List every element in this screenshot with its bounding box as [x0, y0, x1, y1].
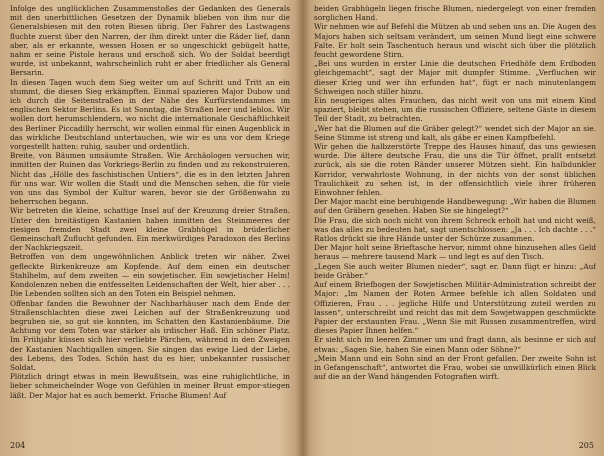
paragraph: Er sieht sich im leeren Zimmer um und fragt dann, als besinne er sich auf etwas: „Sagen Sie, haben Sie einen Mann oder Söhne?“	[314, 335, 596, 354]
book-gutter	[296, 0, 310, 456]
paragraph: Offenbar fanden die Bewohner der Nachbarhäuser nach dem Ende der Straßenschlachten diese zwei Leichen auf der Straßenkreuzung und begruben sie, so gut sie konnten, im Schatten den Kastanienbäume. Die Achtung vor dem Toten war stärker als irdischer Haß. Ein schöner Platz. Im Frühjahr küssen sich hier verliebte Pärchen, während in den Zweigen der Kastanien Nachtigallen singen. Sie singen das ewige Lied der Liebe, des Lebens, des Todes. Schön hast du es hier, unbekannter russischer Soldat.	[10, 298, 290, 372]
paragraph: „Legen Sie auch weiter Blumen nieder“, sagt er. Dann fügt er hinzu: „Auf beide Gräber.“	[314, 261, 596, 280]
paragraph: Betroffen von dem ungewöhnlichen Anblick treten wir näher. Zwei gefleckte Birkenkreuze am Kopfende. Auf dem einen ein deutscher Stahlhelm, auf dem zweiten — ein sowjetischer. Ein sowjetischer Helm! Kondolenzen neben die entfesselten Leidenschaften der Welt, hier aber . . . Die Lebenden sollten sich an den Toten ein Beispiel nehmen.	[10, 252, 290, 299]
paragraph: beiden Grabhügeln liegen frische Blumen, niedergelegt von einer fremden sorglichen Hand.	[314, 4, 596, 23]
paragraph: Der Major macht eine beruhigende Handbewegung: „Wir haben die Blumen auf den Gräbern gesehen. Haben Sie sie hingelegt?“	[314, 197, 596, 216]
page-number-right: 205	[578, 441, 594, 450]
left-page	[10, 4, 290, 448]
page-number-left: 204	[10, 441, 26, 450]
paragraph: Auf einem Briefbogen der Sowjetischen Militär-Administration schreibt der Major: „Im Namen der Roten Armee befehle ich allen Soldaten und Offizieren, Frau . . . jegliche Hilfe und Unterstützung zuteil werden zu lassen“, unterschreibt und reicht das mit dem Sowjetwappen geschmückte Papier der erstaunten Frau. „Wenn Sie mit Russen zusammentreffen, wird dieses Papier Ihnen helfen.“	[314, 280, 596, 336]
paragraph: „Wer hat die Blumen auf die Gräber gelegt?“ wendet sich der Major an sie. Seine Stimme ist streng und kalt, als gäbe er einen Kampfbefehl.	[314, 123, 596, 142]
paragraph: In diesen Tagen wuch dem Sieg weiter um auf Schritt und Tritt an ein stummt, die diesen Sieg erkämpften. Einmal spazieren Major Dubow und ich durch die Seitenstraßen in der Nähe des Kurfürstendammes im englischen Sektor Berlins. Es ist Sonntag, die Straßen leer und leblos. Wir wollen dort herumschlendern, wo nicht die internationale Geschäftlichkeit des Berliner Piccadilly herrscht, wir wollen einmal für einen Augenblick in das wirkliche Deutschland untertauchen, wie wir es uns vor dem Kriege vorgestellt hatten: ruhig, sauber und ordentlich.	[10, 77, 290, 152]
paragraph: Ein neugieriges altes Frauchen, das nicht weit von uns mit einem Kind spaziert, bleibt stehen, um die russischen Offiziere, seltene Gäste in diesem Teil der Stadt, zu betrachten.	[314, 96, 596, 124]
paragraph: Wir betreten die kleine, schattige Insel auf der Kreuzung dreier Straßen. Unter den breitästigen Kastanien haben inmitten des Steinmeeres der riesigen fremden Stadt zwei kleine Grabhügel in brüderlicher Gemeinschaft Zuflucht gefunden. Ein merkwürdiges Paradoxon des Berlins der Nachkriegszeit.	[10, 206, 290, 253]
left-page-text	[10, 4, 290, 400]
paragraph: Wir gehen die halbzerstörte Treppe des Hauses hinauf, das uns gewiesen wurde. Die ältere deutsche Frau, die uns die Tür öffnet, prallt entsetzt zurück, als sie die roten Ränder unserer Mützen sieht. Ein halbdunkler Korridor, verwahrloste Wohnung, in der nichts von der sonst üblichen Traulichkeit zu sehen ist, in der offensichtlich viele ihrer früheren Einwohner fehlen.	[314, 142, 596, 198]
paragraph: Wir nehmen wie auf Befehl die Mützen ab und sehen uns an. Die Augen des Majors haben sich seltsam verändert, um seinen Mund liegt eine schwere Falte. Er holt sein Taschentuch heraus und wischt sich über die plötzlich feucht gewordene Stirn.	[314, 22, 596, 60]
paragraph: Breite, von Bäumen umsäumte Straßen. Wie Archäologen versuchen wir, inmitten der Ruinen das Vorkriegs-Berlin zu finden und zu rekonstruieren. Nicht das „Hölle des faschistischen Untiers“, die es in den letzten Jahren für uns war. Wir wollen die Stadt und die Menschen sehen, die für viele von uns das Symbol der Kultur waren, bevor sie der Größenwahn zu beherrschen begann.	[10, 151, 290, 207]
right-page-text	[314, 4, 596, 381]
paragraph: Die Frau, die sich noch nicht von ihrem Schreck erholt hat und nicht weiß, was das alles zu bedeuten hat, sagt unentschlossen: „Ja . . . Ich dachte . . .“ Ratlos drückt sie ihre Hände unter der Schürze zusammen.	[314, 215, 596, 244]
paragraph: „Mein Mann und ein Sohn sind an der Front gefallen. Der zweite Sohn ist in Gefangenschaft“, antwortet die Frau, wobei sie unwillkürlich einen Blick auf die an der Wand hängenden Fotografien wirft.	[314, 353, 596, 382]
paragraph: Infolge des unglücklichen Zusammenstoßes der Gedanken des Generals mit den unerbittlichen Gesetzen der Dynamik blieben von ihm nur die Generalsbiesen mit den roten Biesen übrig. Der Fahrer des Lastwagens fluchte zuerst über den Narren, der ihm direkt unter die Räder lief, dann aber, als er erkannte, wessen Hosen er so ungeschickt gebügelt hatte, nahm er seine Pistole heraus und erschoß sich. Wo der Soldat beerdigt wurde, ist unbekannt, wahrscheinlich ruht er aber friedlicher als General Bersarin.	[10, 4, 290, 78]
paragraph: Plötzlich dringt etwas in mein Bewußtsein, was eine ruhiglichtliche, in lieber schmeichelnder Woge von Gefühlen in meiner Brust empor-stiegen läßt. Der Major hat es auch bemerkt. Frische Blumen! Auf	[10, 372, 290, 400]
paragraph: „Bei uns wurden in erster Linie die deutschen Friedhöfe dem Erdboden gleichgemacht“, sagt der Major mit dumpfer Stimme. „Verfluchen wir dieser Krieg und wer ihn erfunden hat“, fügt er nach minutenlangem Schweigen noch stiller hinzu.	[314, 59, 596, 96]
paragraph: Der Major holt seine Brieftasche hervor, nimmt ohne hinzusehen alles Geld heraus — mehrere tausend Mark — und legt es auf den Tisch.	[314, 243, 596, 262]
right-page	[314, 4, 596, 448]
